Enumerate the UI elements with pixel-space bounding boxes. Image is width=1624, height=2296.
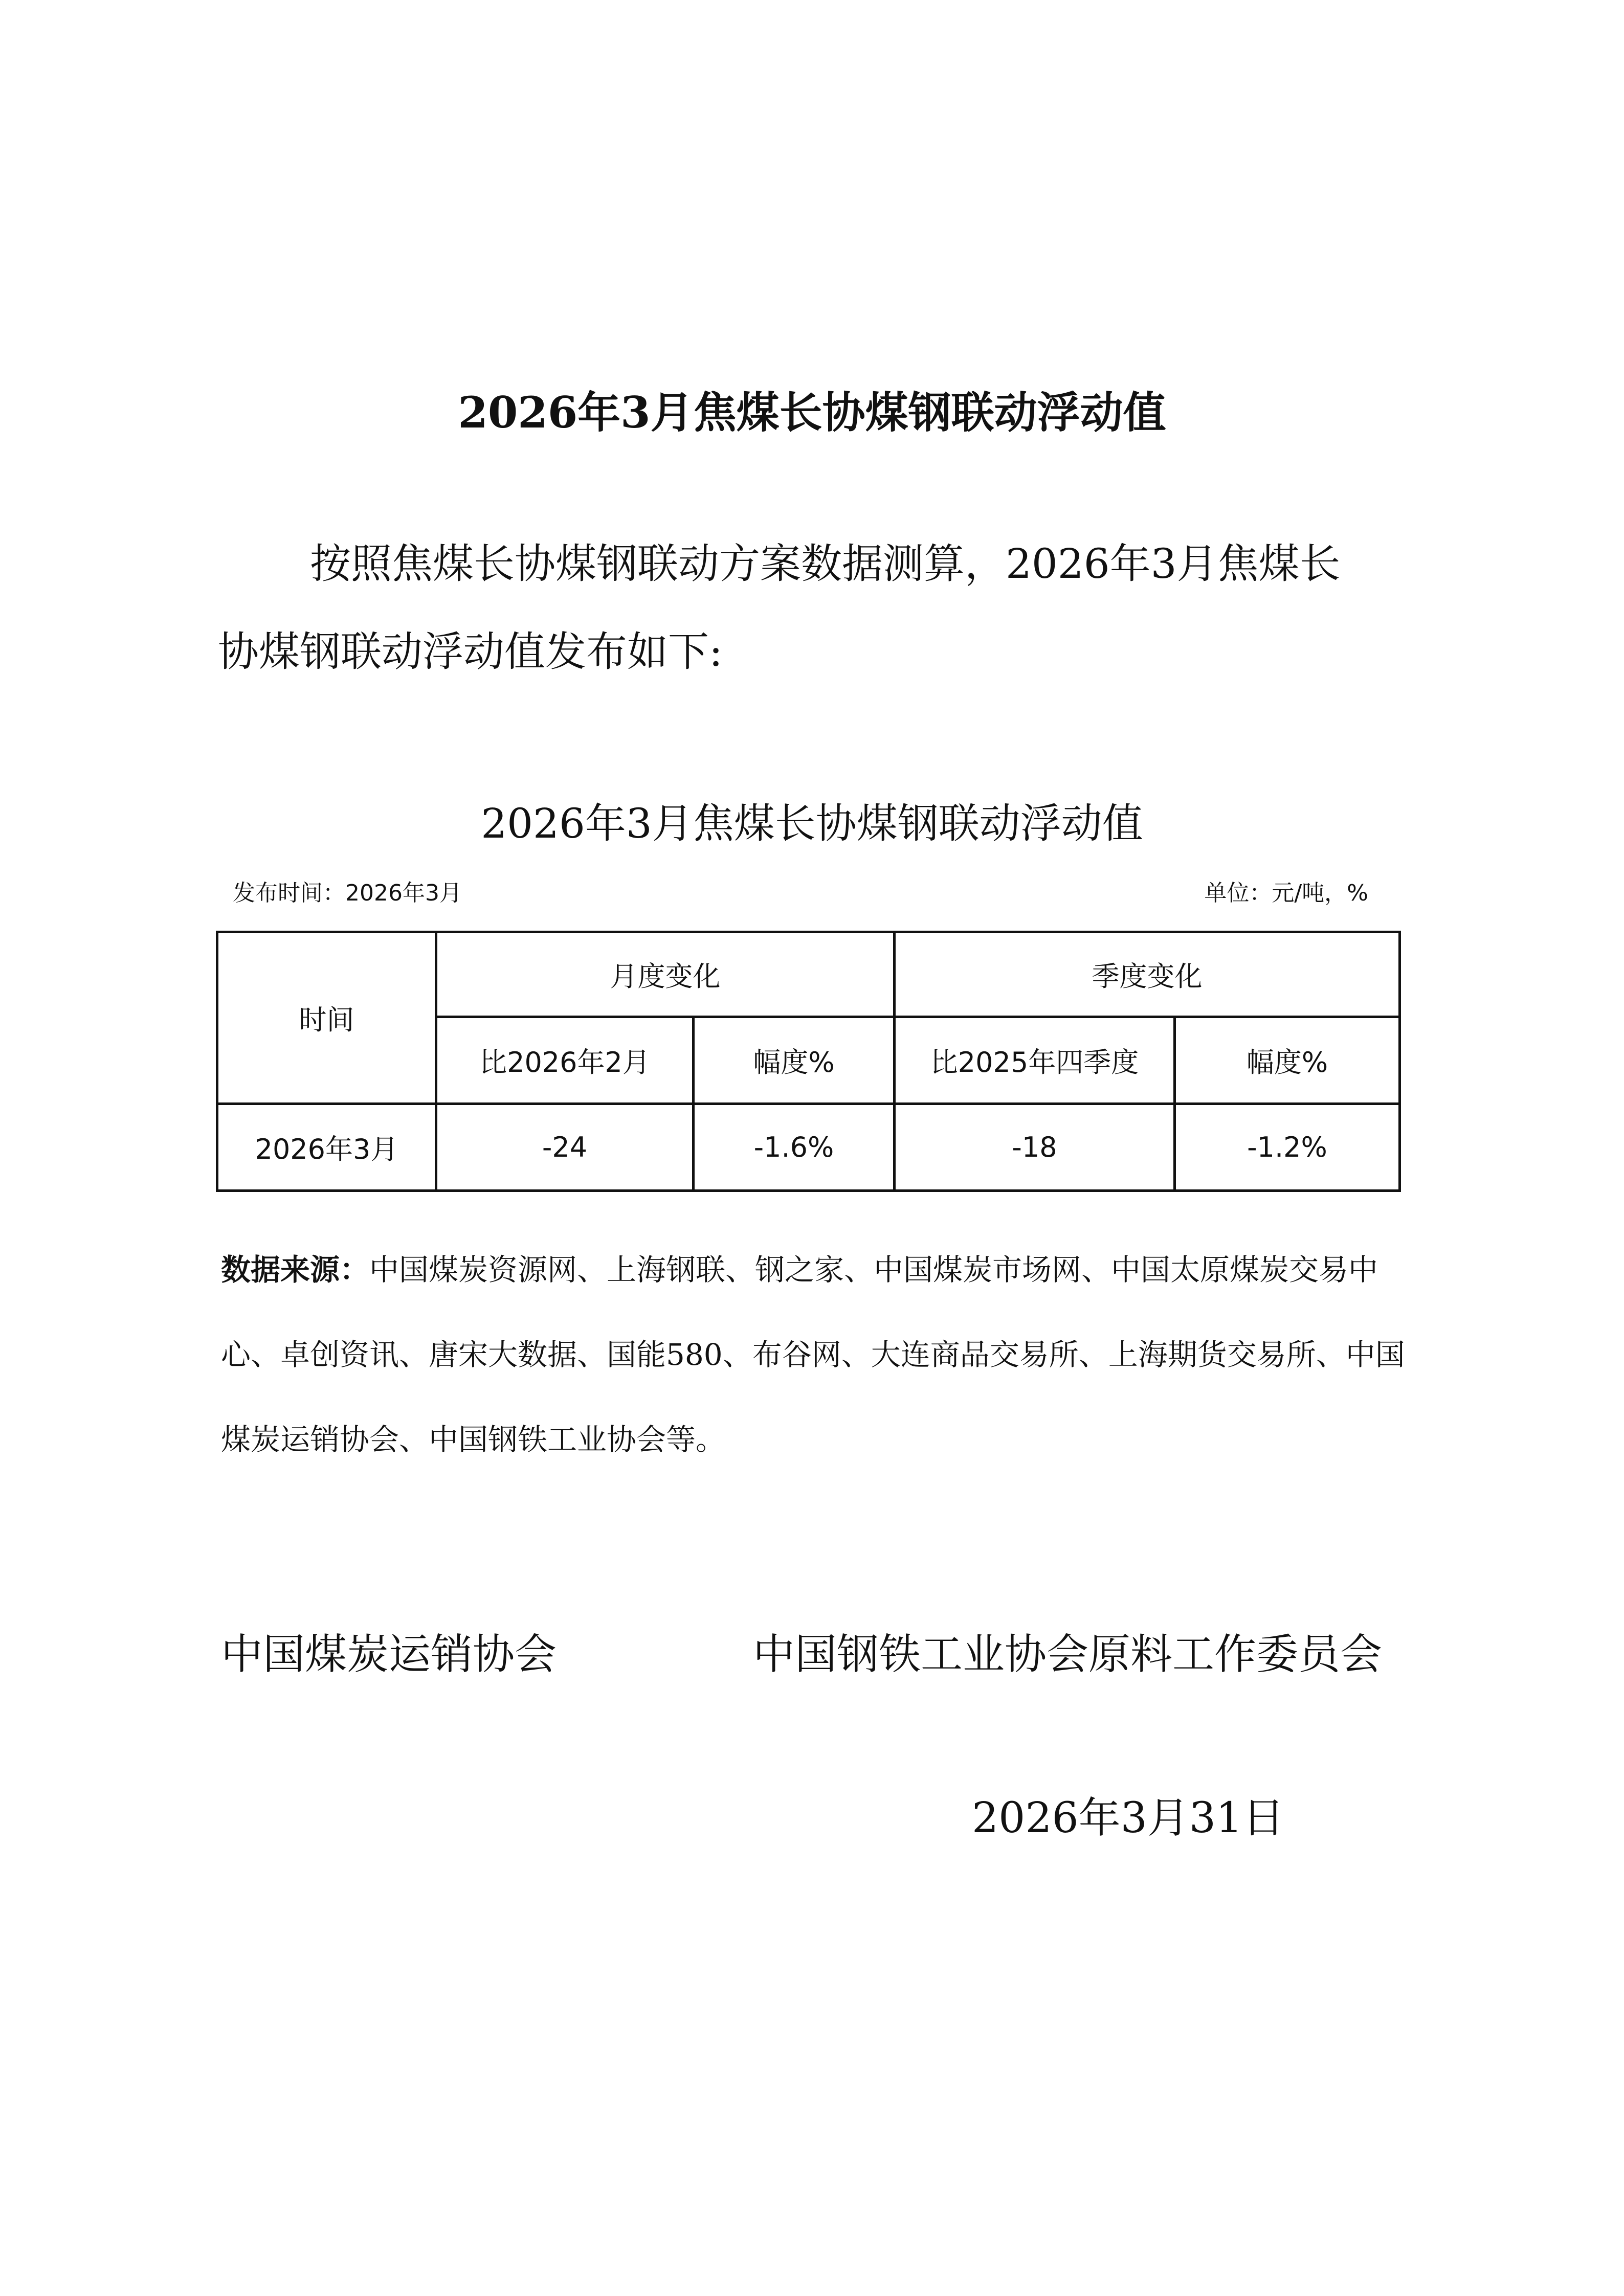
cell-time: 2026年3月: [217, 1104, 436, 1191]
data-sources: [221, 1227, 1413, 1482]
signature-left: 中国煤炭运销协会: [221, 1630, 557, 1679]
data-sources-text: 中国煤炭资源网、上海钢联、钢之家、中国煤炭市场网、中国太原煤炭交易中心、卓创资讯、唐宋大数据、国能580、布谷网、大连商品交易所、上海期货交易所、中国煤炭运销协会、中国钢铁工业协会等。: [221, 1252, 1405, 1457]
document-title: 2026年3月焦煤长协煤钢联动浮动值: [458, 387, 1166, 438]
cell-monthly-change: -24: [436, 1104, 694, 1191]
table-row: [217, 1104, 1400, 1191]
table-title: 2026年3月焦煤长协煤钢联动浮动值: [481, 800, 1143, 847]
intro-paragraph-line2: 协煤钢联动浮动值发布如下:: [218, 628, 723, 676]
header-monthly: 月度变化: [436, 932, 895, 1017]
signature-date: 2026年3月31日: [972, 1794, 1285, 1842]
data-table: [216, 931, 1401, 1192]
release-time: 发布时间：2026年3月: [233, 880, 462, 906]
header-vs-prev-quarter: 比2025年四季度: [895, 1017, 1175, 1104]
cell-quarterly-change: -18: [895, 1104, 1175, 1191]
header-quarterly-pct: 幅度%: [1175, 1017, 1400, 1104]
table-header-row: [217, 932, 1400, 1017]
unit-label: 单位：元/吨，%: [1204, 880, 1368, 906]
intro-paragraph-line1: 按照焦煤长协煤钢联动方案数据测算，2026年3月焦煤长: [310, 540, 1341, 588]
signature-right: 中国钢铁工业协会原料工作委员会: [753, 1630, 1383, 1679]
cell-monthly-pct: -1.6%: [694, 1104, 895, 1191]
header-monthly-pct: 幅度%: [694, 1017, 895, 1104]
data-sources-label: 数据来源：: [221, 1252, 370, 1287]
header-quarterly: 季度变化: [895, 932, 1400, 1017]
cell-quarterly-pct: -1.2%: [1175, 1104, 1400, 1191]
header-vs-prev-month: 比2026年2月: [436, 1017, 694, 1104]
header-time: 时间: [217, 932, 436, 1104]
